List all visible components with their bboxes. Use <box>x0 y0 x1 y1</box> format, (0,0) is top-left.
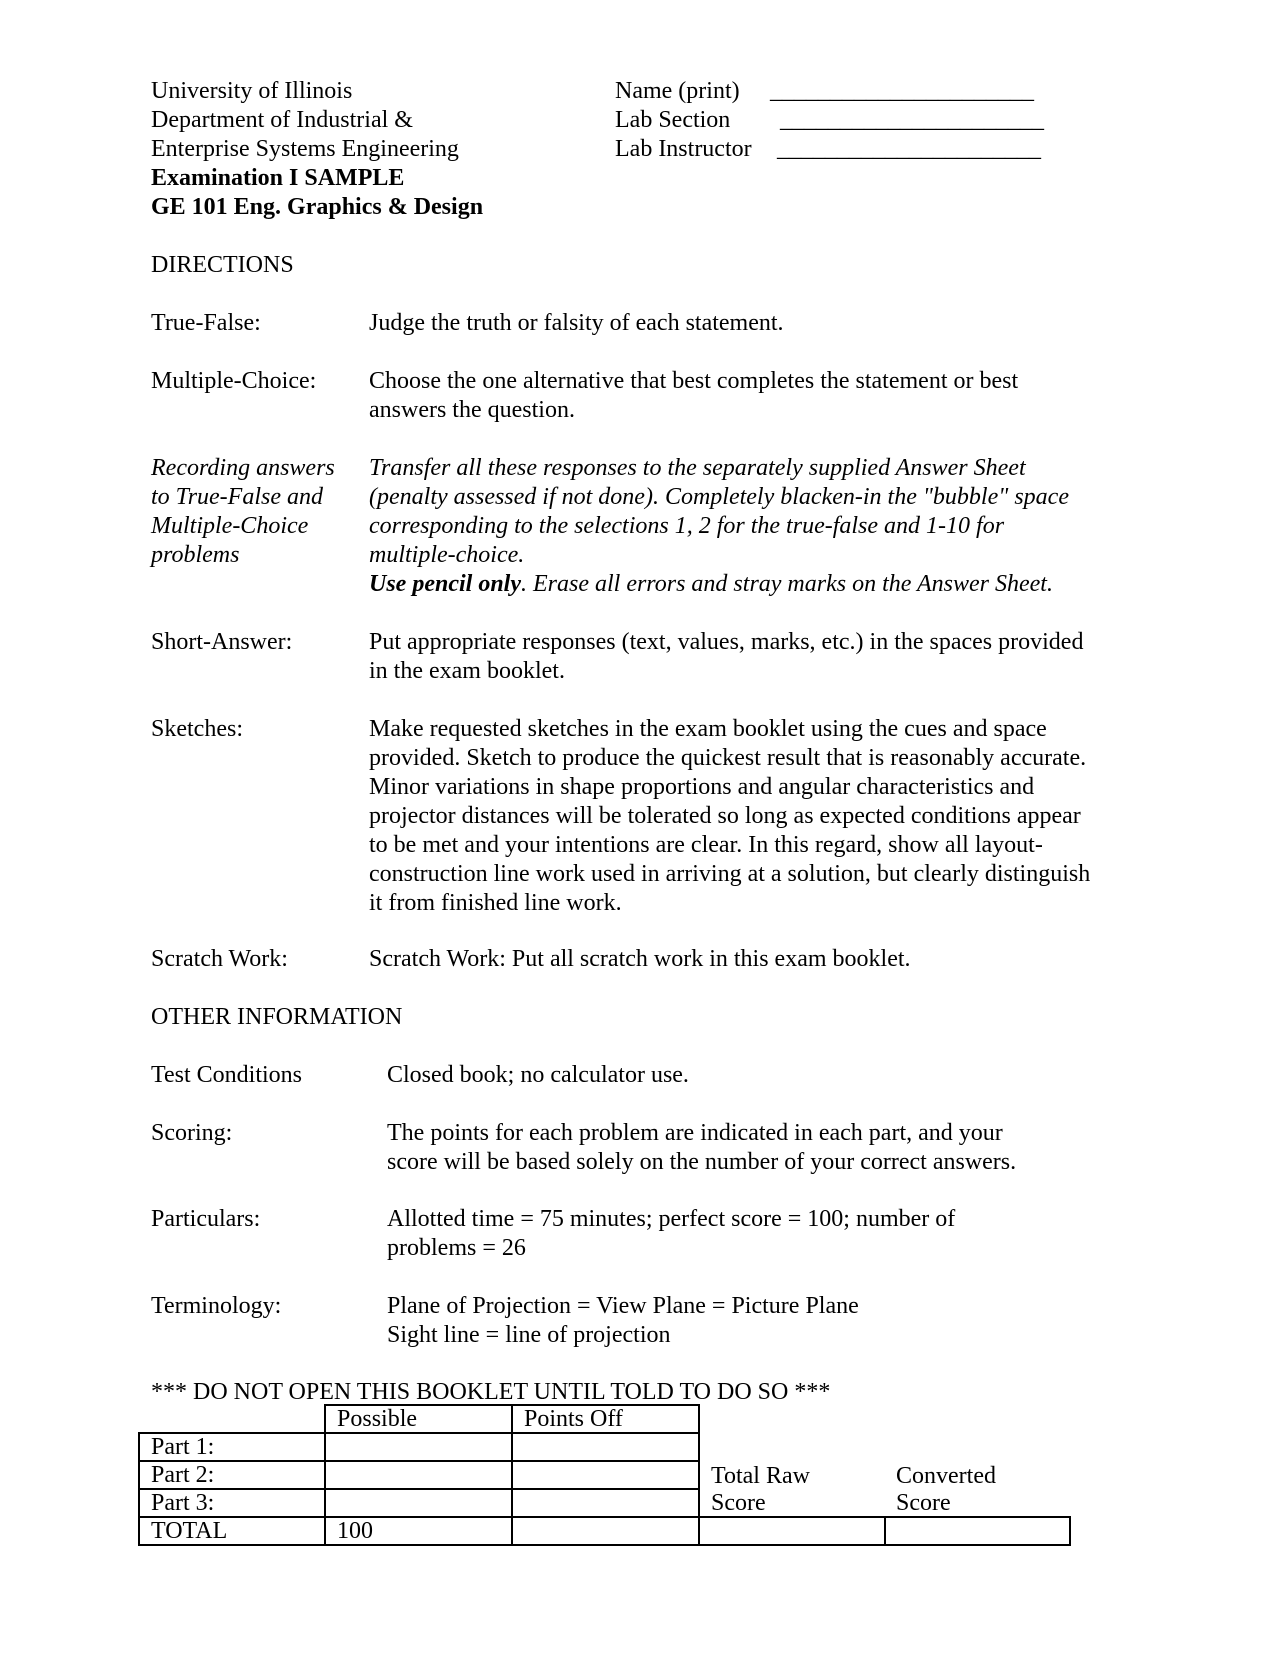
name-field[interactable] <box>615 77 1044 106</box>
particulars-text <box>387 1205 955 1263</box>
name-label: Name (print) <box>615 78 740 104</box>
recording-line: multiple-choice. <box>369 542 525 568</box>
particulars-label: Particulars: <box>151 1206 261 1232</box>
course-title: GE 101 Eng. Graphics & Design <box>151 194 484 220</box>
points-off-cell[interactable] <box>512 1461 699 1489</box>
recording-line: (penalty assessed if not done). Completely blacken-in the "bubble" space <box>369 484 1069 510</box>
department-line2: Enterprise Systems Engineering <box>151 136 459 162</box>
converted-score-box[interactable] <box>885 1517 1070 1545</box>
multiple-choice-label: Multiple-Choice: <box>151 368 317 394</box>
row-label: Part 1: <box>139 1433 325 1461</box>
university: University of Illinois <box>151 78 353 104</box>
scratch-text: Scratch Work: Put all scratch work in this exam booklet. <box>369 946 911 972</box>
total-raw-label-line2: Score <box>711 1490 766 1516</box>
possible-cell[interactable] <box>325 1489 512 1517</box>
short-answer-text <box>369 628 1083 686</box>
lab-section-field[interactable] <box>615 106 1044 135</box>
sketches-line: projector distances will be tolerated so long as expected conditions appear <box>369 803 1081 829</box>
sketches-label: Sketches: <box>151 716 243 742</box>
table-row <box>139 1517 1070 1545</box>
short-answer-line: in the exam booklet. <box>369 658 565 684</box>
lab-instructor-label: Lab Instructor <box>615 136 752 162</box>
lab-instructor-blank[interactable]: ______________________ <box>777 136 1041 162</box>
do-not-open-warning: *** DO NOT OPEN THIS BOOKLET UNTIL TOLD TO DO SO *** <box>151 1379 831 1405</box>
pencil-only: Use pencil only <box>369 571 521 597</box>
particulars-line: Allotted time = 75 minutes; perfect score = 100; number of <box>387 1206 956 1232</box>
lab-section-label: Lab Section <box>615 107 731 133</box>
exam-title: Examination I SAMPLE <box>151 165 405 191</box>
terminology-line: Plane of Projection = View Plane = Picture Plane <box>387 1293 859 1319</box>
terminology-label: Terminology: <box>151 1293 282 1319</box>
score-table <box>138 1404 1071 1546</box>
table-row <box>139 1433 1070 1461</box>
multiple-choice-line: Choose the one alternative that best completes the statement or best <box>369 368 1019 394</box>
recording-label-line: to True-False and <box>151 484 323 510</box>
scoring-line: The points for each problem are indicated in each part, and your <box>387 1120 1003 1146</box>
multiple-choice-line: answers the question. <box>369 397 575 423</box>
sketches-line: Make requested sketches in the exam booklet using the cues and space <box>369 716 1047 742</box>
possible-cell[interactable] <box>325 1433 512 1461</box>
points-off-cell[interactable] <box>512 1517 699 1545</box>
name-blank[interactable]: ______________________ <box>770 78 1034 104</box>
test-conditions-label: Test Conditions <box>151 1062 302 1088</box>
converted-label-line1: Converted <box>896 1463 996 1489</box>
points-off-cell[interactable] <box>512 1489 699 1517</box>
table-spacer <box>699 1405 885 1433</box>
terminology-text <box>387 1292 859 1350</box>
table-header-row <box>139 1405 1070 1433</box>
sketches-text <box>369 715 1090 918</box>
recording-label <box>151 454 335 570</box>
scoring-label: Scoring: <box>151 1120 233 1146</box>
pencil-rest: . Erase all errors and stray marks on the Answer Sheet. <box>520 571 1053 597</box>
recording-text <box>369 454 1069 599</box>
student-fields <box>615 77 1044 164</box>
terminology-line: Sight line = line of projection <box>387 1322 671 1348</box>
directions-heading: DIRECTIONS <box>151 252 294 278</box>
sketches-line: construction line work used in arriving at a solution, but clearly distinguish <box>369 861 1091 887</box>
table-spacer <box>699 1433 885 1461</box>
recording-line: Transfer all these responses to the separately supplied Answer Sheet <box>369 455 1026 481</box>
recording-label-line: Multiple-Choice <box>151 513 309 539</box>
table-corner <box>139 1405 325 1433</box>
converted-label-line2: Score <box>896 1490 951 1516</box>
true-false-text: Judge the truth or falsity of each statement. <box>369 310 784 336</box>
recording-label-line: Recording answers <box>151 455 335 481</box>
sketches-line: it from finished line work. <box>369 890 622 916</box>
institution-block <box>151 77 483 222</box>
row-label: Part 2: <box>139 1461 325 1489</box>
table-row <box>139 1489 1070 1517</box>
recording-label-line: problems <box>151 542 240 568</box>
test-conditions-text: Closed book; no calculator use. <box>387 1062 689 1088</box>
short-answer-line: Put appropriate responses (text, values, marks, etc.) in the spaces provided <box>369 629 1084 655</box>
lab-instructor-field[interactable] <box>615 135 1044 164</box>
pencil-instruction <box>369 570 1069 599</box>
table-spacer <box>885 1433 1070 1461</box>
sketches-line: to be met and your intentions are clear. In this regard, show all layout- <box>369 832 1043 858</box>
lab-section-blank[interactable]: ______________________ <box>780 107 1044 133</box>
short-answer-label: Short-Answer: <box>151 629 293 655</box>
row-label: Part 3: <box>139 1489 325 1517</box>
total-raw-score-box[interactable] <box>699 1517 885 1545</box>
scoring-text <box>387 1119 1016 1177</box>
recording-line: corresponding to the selections 1, 2 for the true-false and 1-10 for <box>369 513 1005 539</box>
other-info-heading: OTHER INFORMATION <box>151 1004 403 1030</box>
multiple-choice-text <box>369 367 1018 425</box>
possible-cell[interactable]: 100 <box>325 1517 512 1545</box>
scratch-label: Scratch Work: <box>151 946 288 972</box>
points-off-cell[interactable] <box>512 1433 699 1461</box>
scoring-line: score will be based solely on the number of your correct answers. <box>387 1149 1017 1175</box>
table-spacer <box>885 1405 1070 1433</box>
table-row <box>139 1461 1070 1489</box>
row-label: TOTAL <box>139 1517 325 1545</box>
possible-cell[interactable] <box>325 1461 512 1489</box>
particulars-line: problems = 26 <box>387 1235 526 1261</box>
sketches-line: Minor variations in shape proportions and angular characteristics and <box>369 774 1035 800</box>
col-points-off: Points Off <box>512 1405 699 1433</box>
true-false-label: True-False: <box>151 310 261 336</box>
sketches-line: provided. Sketch to produce the quickest result that is reasonably accurate. <box>369 745 1087 771</box>
total-raw-label-line1: Total Raw <box>711 1463 810 1489</box>
col-possible: Possible <box>325 1405 512 1433</box>
department-line1: Department of Industrial & <box>151 107 413 133</box>
